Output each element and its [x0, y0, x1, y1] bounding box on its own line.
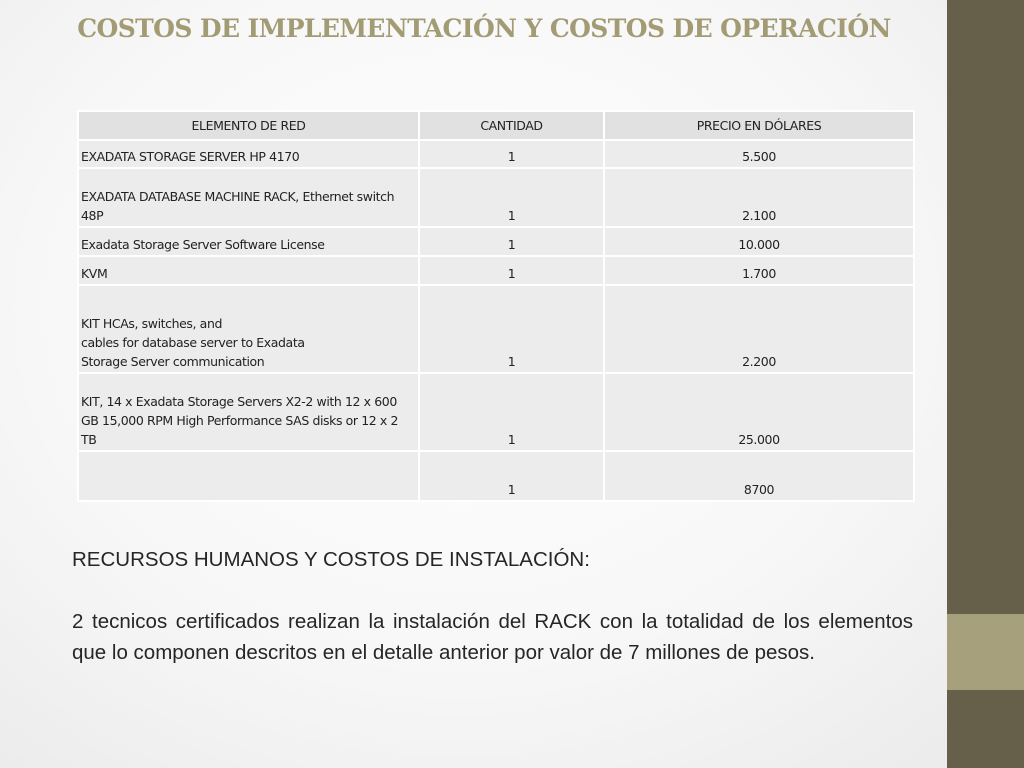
table-row — [78, 451, 914, 501]
slide-title: COSTOS DE IMPLEMENTACIÓN Y COSTOS DE OPERACIÓN — [77, 14, 891, 43]
cost-table — [77, 110, 915, 502]
cell-quantity: 1 — [419, 285, 604, 373]
table-row — [78, 227, 914, 256]
header-price: PRECIO EN DÓLARES — [604, 111, 914, 140]
header-quantity: CANTIDAD — [419, 111, 604, 140]
cell-element: KIT HCAs, switches, and cables for database server to Exadata Storage Server communication — [78, 285, 419, 373]
cell-quantity: 1 — [419, 227, 604, 256]
decorative-side-accent — [947, 614, 1024, 690]
table-row — [78, 373, 914, 451]
table-row — [78, 140, 914, 168]
table-row — [78, 256, 914, 285]
cell-price: 8700 — [604, 451, 914, 501]
cell-element: KVM — [78, 256, 419, 285]
table-row — [78, 168, 914, 227]
cell-element: KIT, 14 x Exadata Storage Servers X2-2 with 12 x 600 GB 15,000 RPM High Performance SAS disks or 12 x 2 TB — [78, 373, 419, 451]
cell-quantity: 1 — [419, 451, 604, 501]
cell-quantity: 1 — [419, 256, 604, 285]
table-row — [78, 285, 914, 373]
cell-element: Exadata Storage Server Software License — [78, 227, 419, 256]
cell-quantity: 1 — [419, 140, 604, 168]
cell-quantity: 1 — [419, 168, 604, 227]
table-header-row — [78, 111, 914, 140]
cell-price: 2.100 — [604, 168, 914, 227]
cell-element — [78, 451, 419, 501]
cell-price: 1.700 — [604, 256, 914, 285]
cell-quantity: 1 — [419, 373, 604, 451]
header-element: ELEMENTO DE RED — [78, 111, 419, 140]
cell-element: EXADATA STORAGE SERVER HP 4170 — [78, 140, 419, 168]
cell-price: 10.000 — [604, 227, 914, 256]
section-heading: RECURSOS HUMANOS Y COSTOS DE INSTALACIÓN: — [72, 548, 590, 571]
installation-section — [72, 544, 913, 668]
cell-element: EXADATA DATABASE MACHINE RACK, Ethernet switch 48P — [78, 168, 419, 227]
cell-price: 2.200 — [604, 285, 914, 373]
section-paragraph: 2 tecnicos certificados realizan la instalación del RACK con la totalidad de los elementos que lo componen descritos en el detalle anterior por valor de 7 millones de pesos. — [72, 610, 913, 664]
cell-price: 25.000 — [604, 373, 914, 451]
cell-price: 5.500 — [604, 140, 914, 168]
